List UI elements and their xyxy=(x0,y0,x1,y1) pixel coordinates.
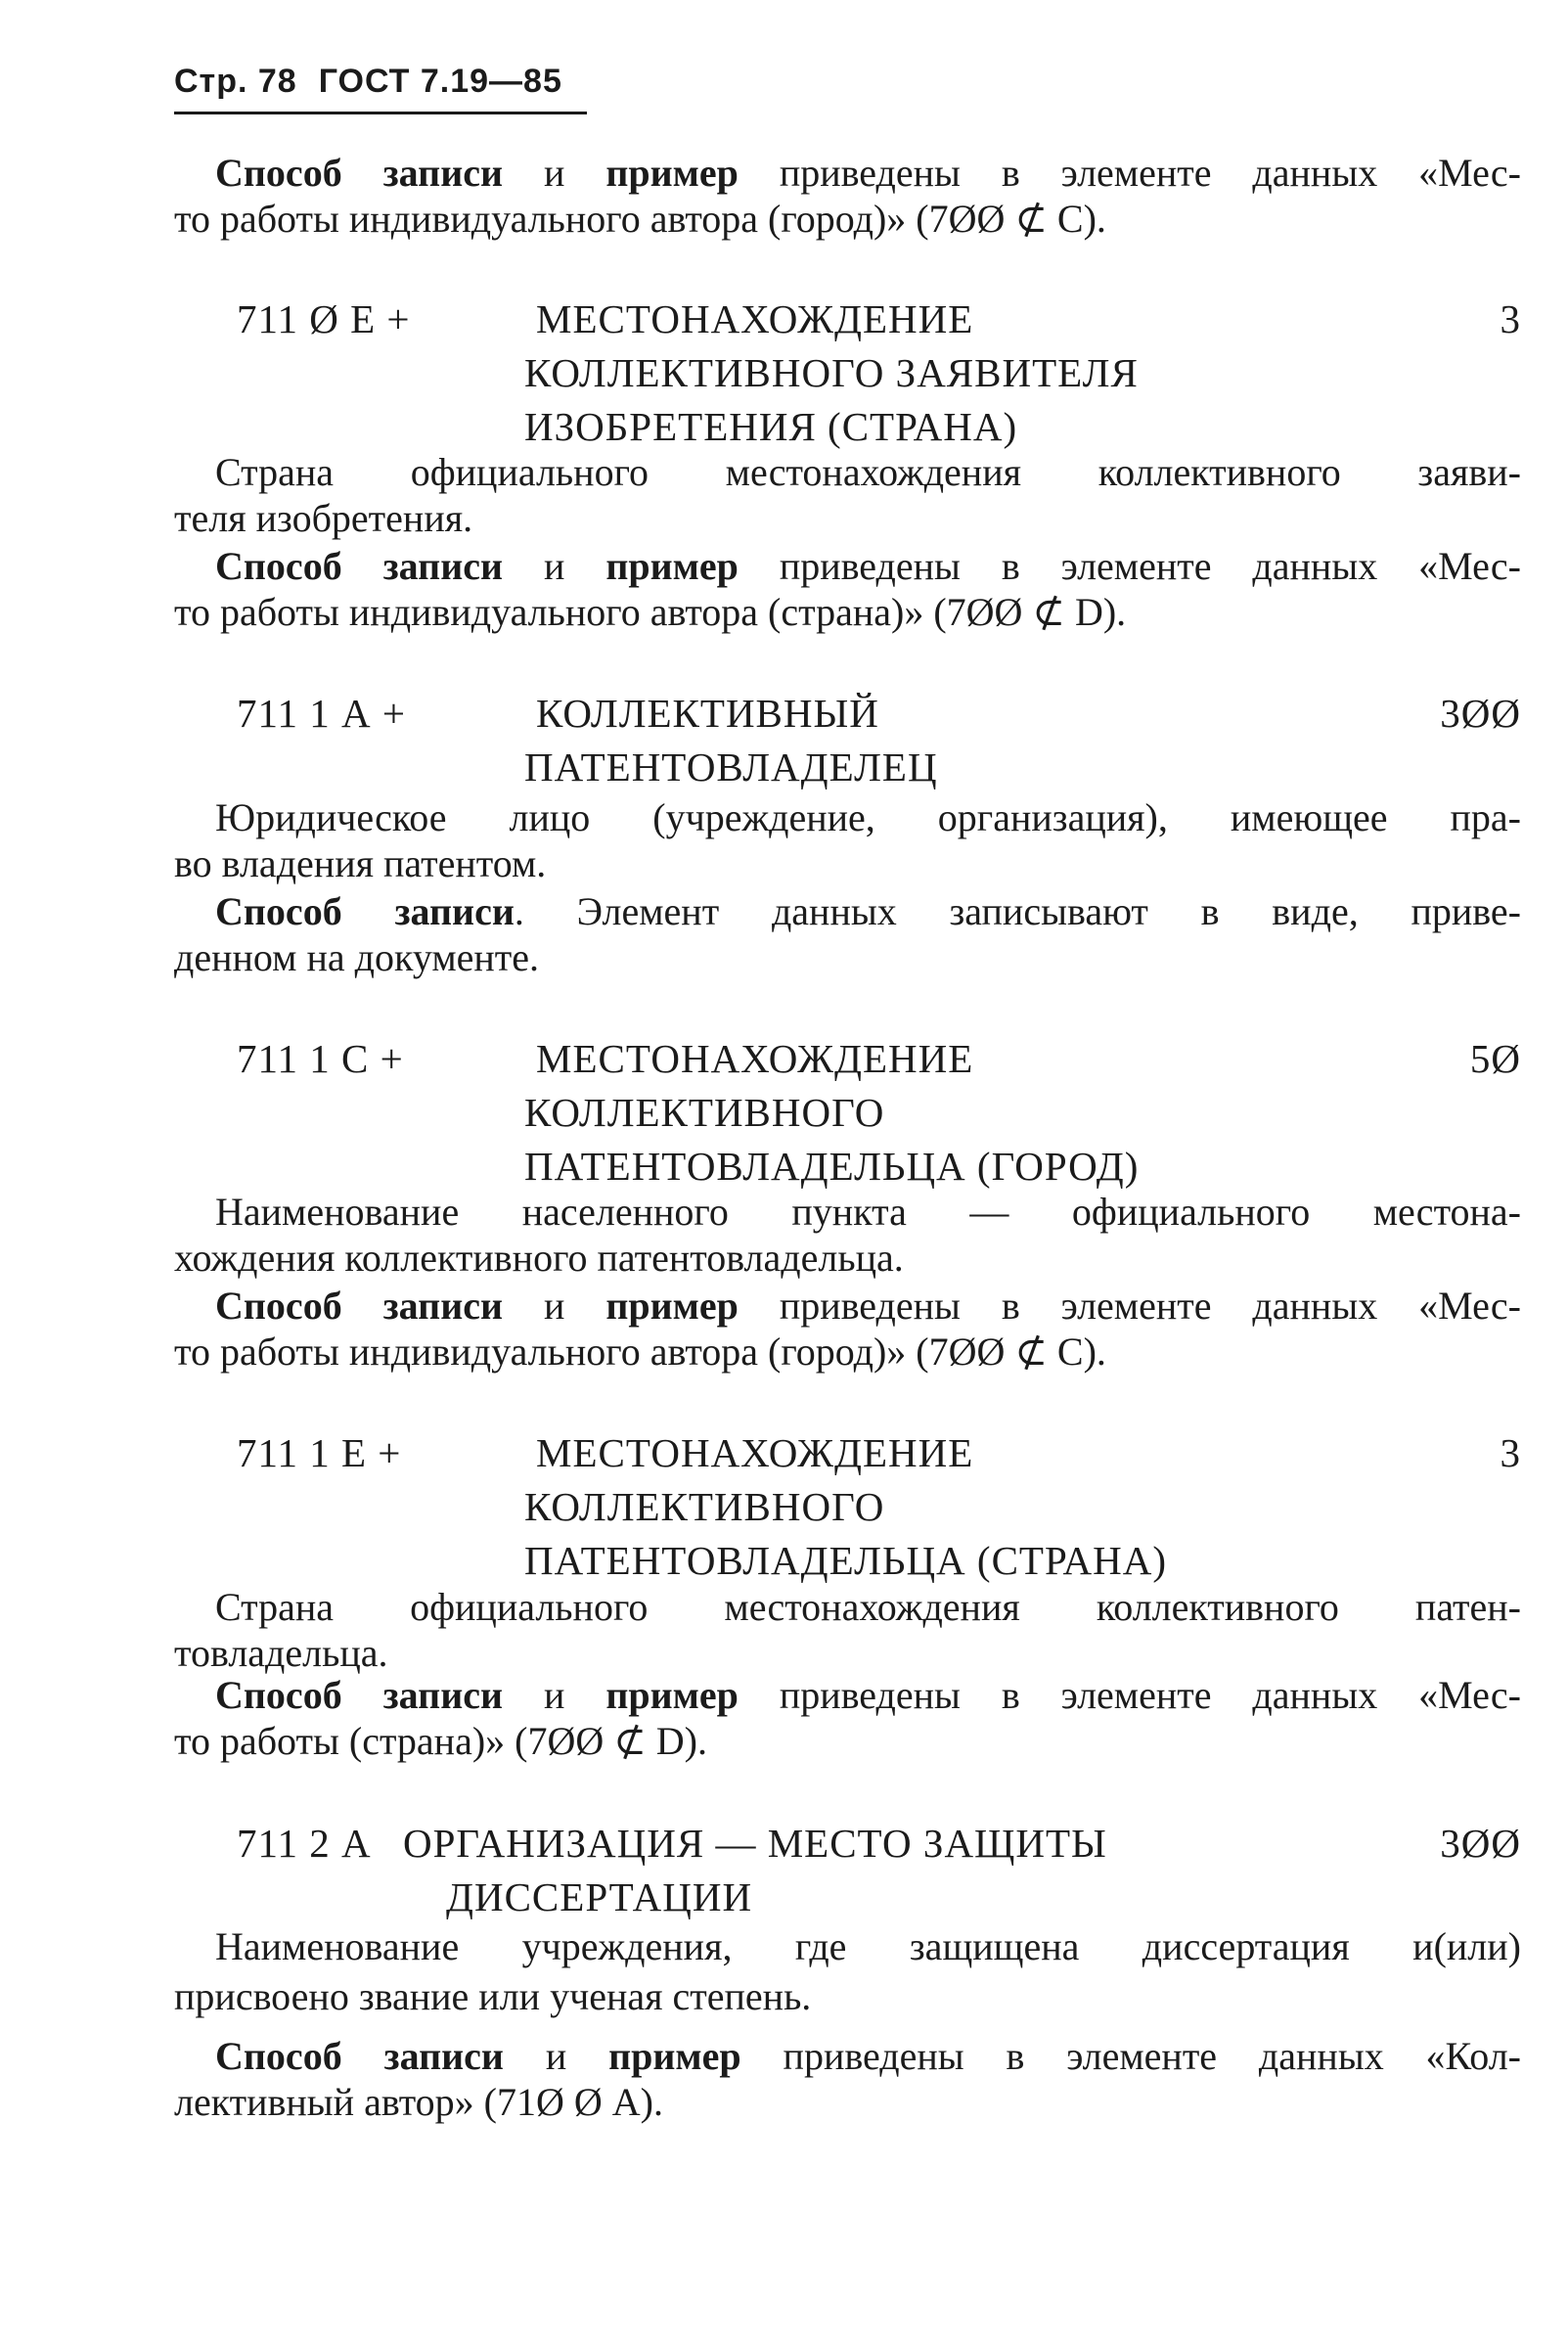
element-length: 5Ø xyxy=(1469,1036,1521,1081)
element-title: КОЛЛЕКТИВНОГО xyxy=(524,1484,885,1529)
para-line: лективный автор» (71Ø Ø А). xyxy=(174,2080,663,2124)
element-title: ИЗОБРЕТЕНИЯ (СТРАНА) xyxy=(524,404,1018,449)
para-line: Страна официального местонахождения коллективного заяви- xyxy=(215,450,1521,494)
element-title: КОЛЛЕКТИВНОГО ЗАЯВИТЕЛЯ xyxy=(524,350,1139,395)
element-code: 711 1 С + xyxy=(237,1036,404,1081)
para-line: Способ записи и пример приведены в элементе данных «Мес- xyxy=(215,1673,1521,1717)
element-code: 711 2 А xyxy=(237,1821,372,1866)
definition-paragraph xyxy=(174,794,1521,886)
element-title: МЕСТОНАХОЖДЕНИЕ xyxy=(536,296,974,341)
para-line: Страна официального местонахождения коллективного патен- xyxy=(215,1585,1521,1629)
element-title: ДИССЕРТАЦИИ xyxy=(446,1874,753,1919)
element-title: ОРГАНИЗАЦИЯ — МЕСТО ЗАЩИТЫ xyxy=(403,1821,1107,1866)
para-line: то работы индивидуального автора (город)» (7ØØ ⊄ С). xyxy=(174,197,1106,241)
element-length: 3ØØ xyxy=(1440,691,1521,736)
definition-paragraph xyxy=(174,1923,1521,2019)
element-title: ПАТЕНТОВЛАДЕЛЬЦА (ГОРОД) xyxy=(524,1144,1140,1189)
para-line: Наименование населенного пункта — официального местона- xyxy=(215,1190,1521,1234)
intro-paragraph xyxy=(174,150,1521,242)
para-line: товладельца. xyxy=(174,1631,388,1675)
header-rule xyxy=(174,112,587,114)
para-line: теля изобретения. xyxy=(174,496,473,540)
para-line: присвоено звание или ученая степень. xyxy=(174,1974,812,2018)
para-line: Способ записи и пример приведены в элементе данных «Кол- xyxy=(215,2034,1521,2078)
recording-method-paragraph xyxy=(174,1672,1521,1764)
para-line: во владения патентом. xyxy=(174,841,547,885)
recording-method-paragraph xyxy=(174,888,1521,980)
element-length: 3 xyxy=(1500,296,1521,341)
definition-paragraph xyxy=(174,1189,1521,1281)
recording-method-paragraph xyxy=(174,2033,1521,2125)
element-title: ПАТЕНТОВЛАДЕЛЬЦА (СТРАНА) xyxy=(524,1538,1167,1583)
element-title: КОЛЛЕКТИВНЫЙ xyxy=(536,691,879,736)
recording-method-paragraph xyxy=(174,543,1521,635)
para-line: то работы индивидуального автора (страна)» (7ØØ ⊄ D). xyxy=(174,590,1127,634)
para-line: Способ записи и пример приведены в элементе данных «Мес- xyxy=(215,151,1521,195)
standard-number: ГОСТ 7.19—85 xyxy=(318,63,562,100)
definition-paragraph xyxy=(174,1584,1521,1676)
para-line: Способ записи. Элемент данных записывают в виде, приве- xyxy=(215,889,1521,933)
para-line: денном на документе. xyxy=(174,935,540,979)
running-header xyxy=(174,63,562,101)
page-number: Стр. 78 xyxy=(174,63,297,100)
element-code: 711 Ø Е + xyxy=(237,296,411,341)
element-code: 711 1 А + xyxy=(237,691,406,736)
para-line: Наименование учреждения, где защищена диссертация и(или) xyxy=(215,1924,1521,1968)
element-title: КОЛЛЕКТИВНОГО xyxy=(524,1090,885,1135)
element-title: МЕСТОНАХОЖДЕНИЕ xyxy=(536,1036,974,1081)
element-code: 711 1 Е + xyxy=(237,1430,402,1475)
para-line: Способ записи и пример приведены в элементе данных «Мес- xyxy=(215,1284,1521,1328)
para-line: то работы индивидуального автора (город)» (7ØØ ⊄ С). xyxy=(174,1330,1106,1374)
para-line: Способ записи и пример приведены в элементе данных «Мес- xyxy=(215,544,1521,588)
para-line: Юридическое лицо (учреждение, организация), имеющее пра- xyxy=(215,795,1521,839)
para-line: хождения коллективного патентовладельца. xyxy=(174,1236,904,1280)
definition-paragraph xyxy=(174,449,1521,541)
element-length: 3 xyxy=(1500,1430,1521,1475)
element-length: 3ØØ xyxy=(1440,1821,1521,1866)
para-line: то работы (страна)» (7ØØ ⊄ D). xyxy=(174,1719,707,1763)
recording-method-paragraph xyxy=(174,1283,1521,1375)
element-title: МЕСТОНАХОЖДЕНИЕ xyxy=(536,1430,974,1475)
element-title: ПАТЕНТОВЛАДЕЛЕЦ xyxy=(524,744,938,790)
